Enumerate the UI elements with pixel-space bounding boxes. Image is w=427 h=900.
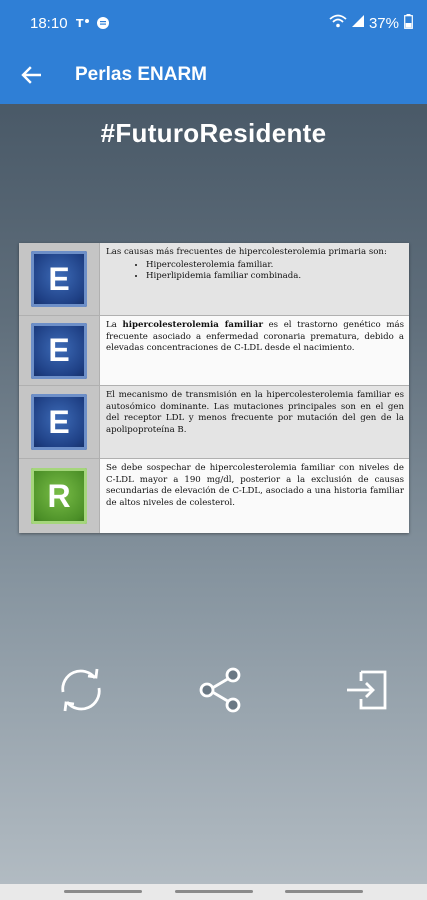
signal-icon <box>352 14 364 32</box>
recommendation-badge-r: R <box>31 468 87 524</box>
table-row <box>19 458 409 533</box>
wifi-icon <box>329 14 347 32</box>
table-row <box>19 385 409 458</box>
share-button[interactable] <box>191 660 251 720</box>
back-nav-line[interactable] <box>285 890 363 893</box>
evidence-cell <box>19 243 100 315</box>
app-title: Perlas ENARM <box>75 64 207 85</box>
home-nav-line[interactable] <box>175 890 253 893</box>
table-row <box>19 243 409 315</box>
message-icon <box>96 16 110 30</box>
table-row <box>19 315 409 385</box>
row-text-post: es el trastorno genético más frecuente asociado a enfermedad coronaria prematura, debido a elevadas concentraciones de C-LDL desde el nacimiento. <box>106 320 404 354</box>
teams-icon <box>76 16 90 30</box>
evidence-badge-e: E <box>31 251 87 307</box>
battery-percent: 37% <box>368 14 399 32</box>
status-time: 18:10 <box>30 14 68 32</box>
row-text: Las causas más frecuentes de hipercolesterolemia primaria son: <box>106 247 387 257</box>
page-heading: #FuturoResidente <box>100 118 327 148</box>
exit-button[interactable] <box>337 660 397 720</box>
status-bar <box>0 0 427 46</box>
refresh-button[interactable] <box>51 660 111 720</box>
share-icon <box>193 662 249 718</box>
evidence-badge-e: E <box>31 394 87 450</box>
action-bar <box>0 660 427 724</box>
list-item: • Hipercolesterolemia familiar. <box>146 260 404 272</box>
refresh-icon <box>53 662 109 718</box>
evidence-badge-e: E <box>31 323 87 379</box>
recents-nav-line[interactable] <box>64 890 142 893</box>
exit-icon <box>339 662 395 718</box>
row-text-pre: La <box>106 320 123 330</box>
row-text: Se debe sospechar de hipercolesterolemia familiar con niveles de C-LDL mayor a 190 mg/dl, posterior a la exclusión de causas secundarias de elevación de C-LDL, asociado a una historia familiar de altos niveles de colesterol. <box>106 463 404 509</box>
evidence-cell <box>19 459 100 533</box>
list-item: • Hiperlipidemia familiar combinada. <box>146 271 404 283</box>
app-bar <box>0 46 427 104</box>
back-arrow-icon[interactable] <box>16 60 46 90</box>
text-cell <box>100 386 409 458</box>
bullet-list <box>106 260 404 283</box>
system-nav-bar <box>0 884 427 900</box>
evidence-cell <box>19 386 100 458</box>
svg-text:T: T <box>75 17 84 30</box>
pearl-image-table <box>19 243 409 533</box>
row-text-bold: hipercolesterolemia familiar <box>122 320 263 330</box>
text-cell <box>100 459 409 533</box>
row-text: El mecanismo de transmisión en la hipercolesterolemia familiar es autosómico dominante. Las mutaciones principales son en el gen del receptor LDL y menos frecuente por mutación del gen de la apolipoproteína B. <box>106 390 404 436</box>
evidence-cell <box>19 316 100 385</box>
text-cell <box>100 243 409 315</box>
battery-icon <box>404 14 413 33</box>
text-cell <box>100 316 409 385</box>
